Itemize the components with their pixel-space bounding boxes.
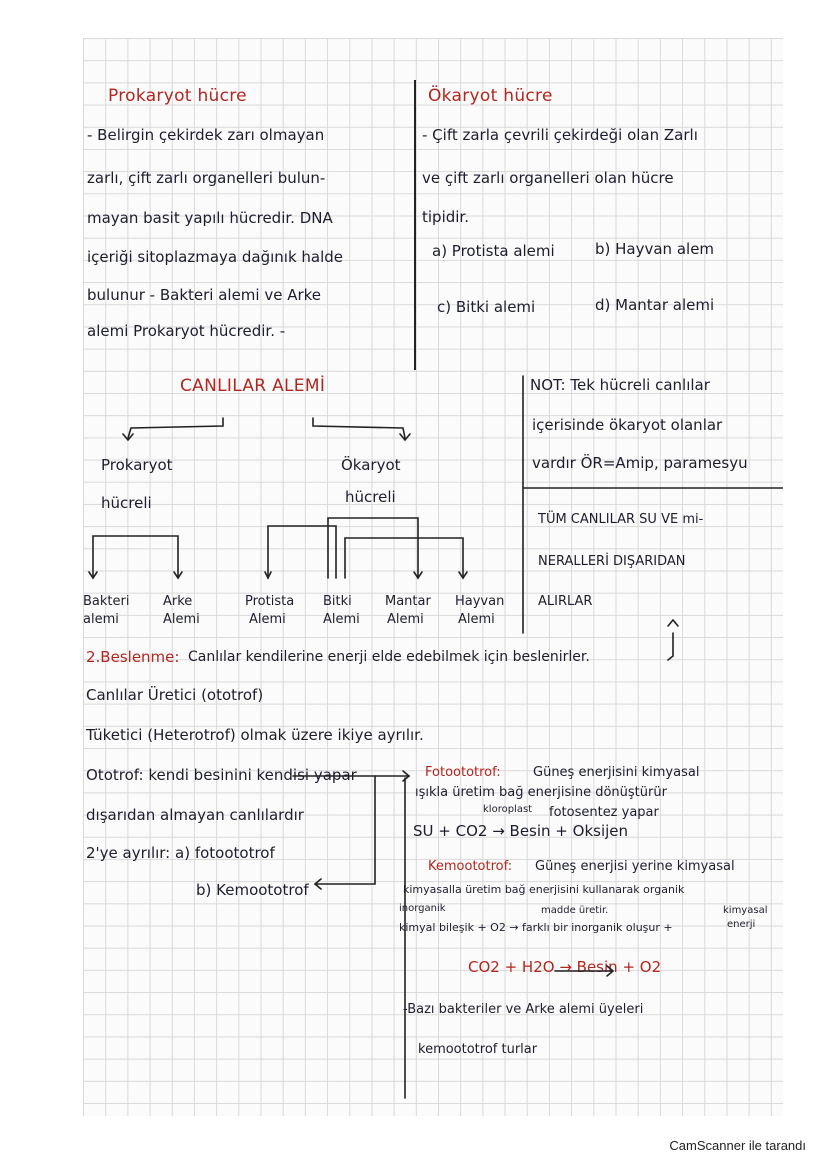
- note-line: vardır ÖR=Amip, paramesyu: [532, 454, 748, 472]
- note-line: içerisinde ökaryot olanlar: [532, 416, 723, 434]
- tree-leaf: Alemi: [163, 612, 200, 627]
- kemo-annotation: inorganik: [399, 903, 446, 914]
- diagram-lines: [83, 38, 783, 1116]
- kingdom-item: c) Bitki alemi: [437, 298, 536, 316]
- foto-line: ışıkla üretim bağ enerjisine dönüştürür: [415, 785, 667, 800]
- foto-annotation: kloroplast: [483, 804, 533, 815]
- prokaryot-line: alemi Prokaryot hücredir. -: [87, 322, 286, 340]
- tree-leaf: Arke: [163, 594, 193, 609]
- tree-leaf: alemi: [83, 612, 119, 627]
- prokaryot-line: içeriği sitoplazmaya dağınık halde: [87, 248, 344, 266]
- tree-branch-right: Ökaryot: [341, 456, 401, 474]
- tree-leaf: Alemi: [323, 612, 360, 627]
- tree-leaf: Alemi: [249, 612, 286, 627]
- kingdom-item: a) Protista alemi: [432, 242, 555, 260]
- kemo-line: kimyal bileşik + O2 → farklı bir inorganik oluşur +: [399, 921, 673, 934]
- prokaryot-line: mayan basit yapılı hücredir. DNA: [87, 209, 333, 227]
- kemo-line: kemoototrof turlar: [418, 1042, 538, 1057]
- prokaryot-line: bulunur - Bakteri alemi ve Arke: [87, 286, 322, 304]
- kemo-term: Kemoototrof:: [428, 859, 513, 874]
- nutrition-line: Tüketici (Heterotrof) olmak üzere ikiye ayrılır.: [86, 726, 424, 744]
- foto-line: Güneş enerjisini kimyasal: [533, 765, 700, 780]
- okaryot-line: tipidir.: [422, 208, 469, 226]
- kemo-line: Güneş enerjisi yerine kimyasal: [535, 859, 735, 874]
- nutrition-line: b) Kemoototrof: [196, 881, 309, 899]
- note-caps-line: TÜM CANLILAR SU VE mi-: [538, 512, 704, 527]
- tree-branch-left: Prokaryot: [101, 456, 173, 474]
- foto-term: Fotoototrof:: [425, 765, 501, 780]
- okaryot-title: Ökaryot hücre: [428, 86, 553, 106]
- nutrition-line: Ototrof: kendi besinini kendisi yapar: [86, 766, 357, 784]
- tree-leaf: Alemi: [458, 612, 495, 627]
- note-caps-line: NERALLERİ DIŞARIDAN: [538, 554, 686, 569]
- tree-leaf: Protista: [245, 594, 295, 609]
- foto-line: fotosentez yapar: [549, 805, 659, 820]
- kemo-annotation: enerji: [727, 919, 756, 930]
- notebook-page: [83, 38, 783, 1116]
- prokaryot-line: zarlı, çift zarlı organelleri bulun-: [87, 169, 326, 187]
- tree-leaf: Mantar: [385, 594, 431, 609]
- kingdom-item: d) Mantar alemi: [595, 296, 715, 314]
- tree-branch-left: hücreli: [101, 494, 152, 512]
- tree-leaf: Hayvan: [455, 594, 505, 609]
- kemo-line: kimyasalla üretim bağ enerjisini kullanarak organik: [403, 883, 685, 896]
- kemo-annotation: kimyasal: [723, 905, 768, 916]
- tree-title: CANLILAR ALEMİ: [180, 376, 326, 396]
- okaryot-line: ve çift zarlı organelleri olan hücre: [422, 169, 674, 187]
- note-line: NOT: Tek hücreli canlılar: [530, 376, 710, 394]
- tree-leaf: Bitki: [323, 594, 352, 609]
- prokaryot-title: Prokaryot hücre: [108, 86, 247, 106]
- nutrition-heading-text: Canlılar kendilerine enerji elde edebilmek için beslenirler.: [188, 649, 590, 665]
- tree-leaf: Alemi: [387, 612, 424, 627]
- nutrition-line: 2'ye ayrılır: a) fotoototrof: [86, 844, 275, 862]
- kemo-equation: CO2 + H2O → Besin + O2: [468, 958, 662, 976]
- tree-leaf: Bakteri: [83, 594, 130, 609]
- tree-branch-right: hücreli: [345, 488, 396, 506]
- foto-equation: SU + CO2 → Besin + Oksijen: [413, 822, 629, 840]
- nutrition-line: Canlılar Üretici (ototrof): [86, 686, 264, 704]
- scanner-footer: CamScanner ile tarandı: [669, 1138, 806, 1153]
- nutrition-heading: 2.Beslenme:: [86, 648, 180, 666]
- kingdom-item: b) Hayvan alem: [595, 240, 715, 258]
- nutrition-line: dışarıdan almayan canlılardır: [86, 806, 304, 824]
- kemo-line: -Bazı bakteriler ve Arke alemi üyeleri: [403, 1002, 644, 1017]
- note-caps-line: ALIRLAR: [538, 594, 593, 609]
- okaryot-line: - Çift zarla çevrili çekirdeği olan Zarlı: [422, 126, 698, 144]
- kemo-line: madde üretir.: [541, 905, 609, 916]
- prokaryot-line: - Belirgin çekirdek zarı olmayan: [87, 126, 325, 144]
